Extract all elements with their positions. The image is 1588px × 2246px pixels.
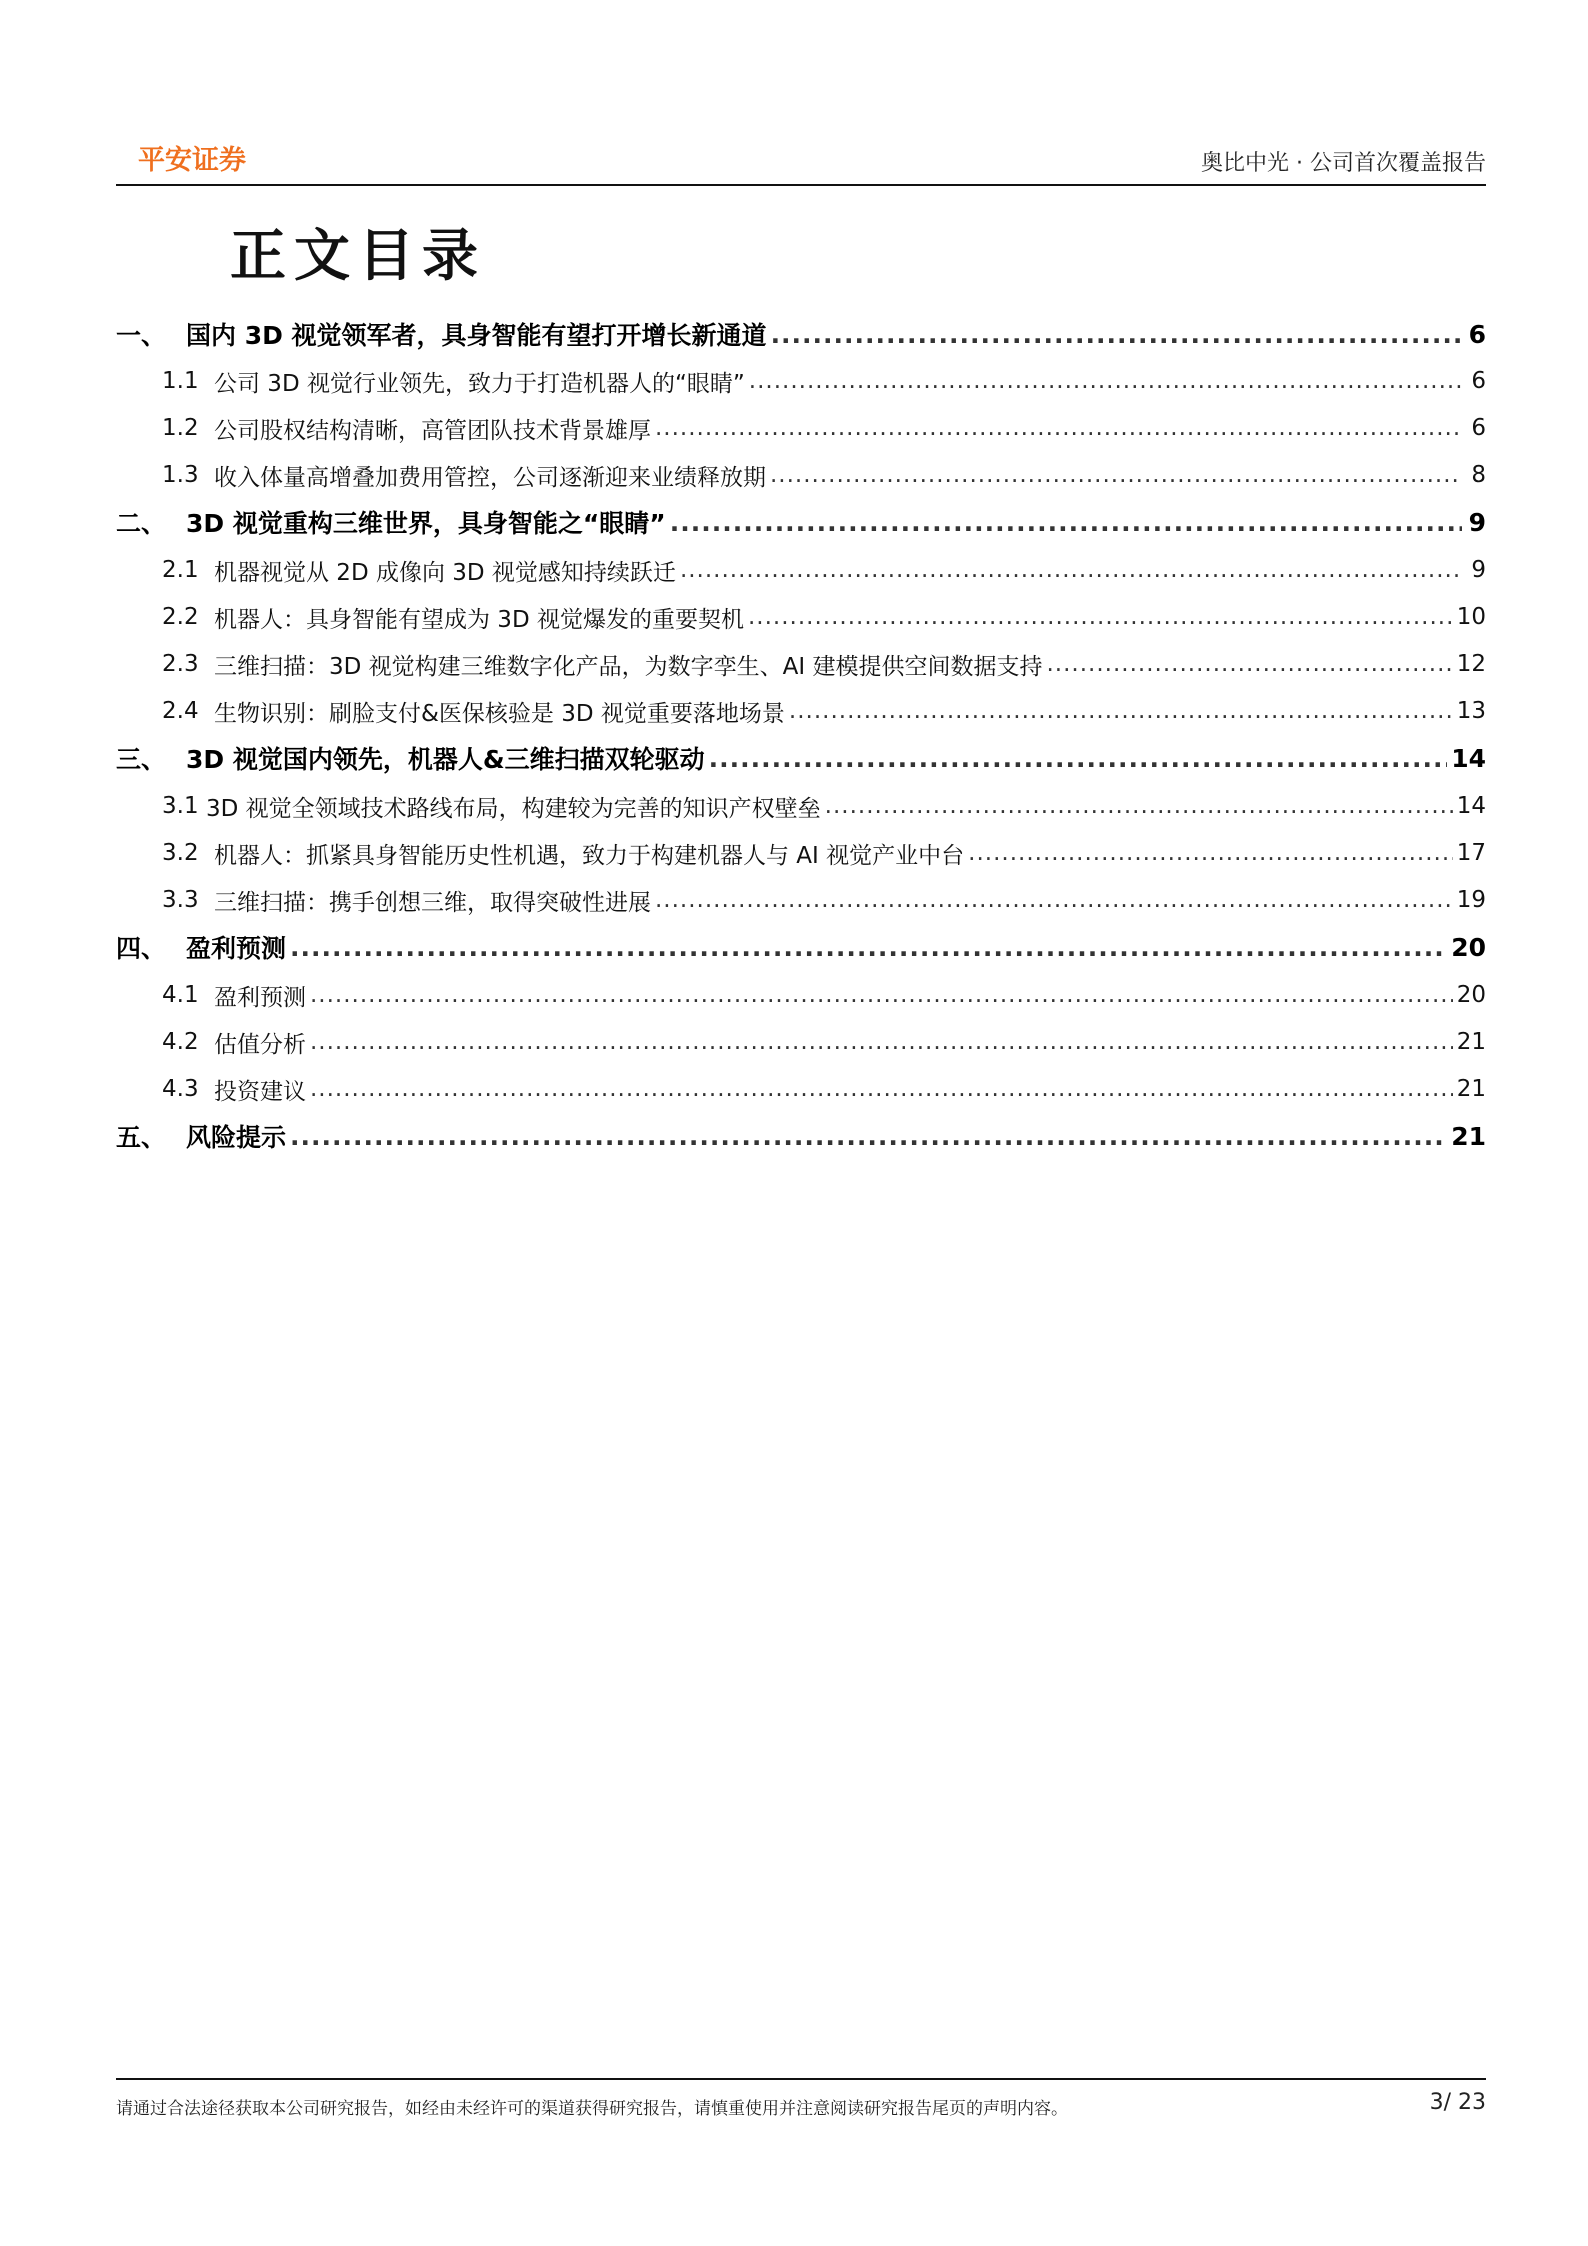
dot-leader [709,744,1448,773]
page-header [116,138,1486,184]
toc-entry-page: 13 [1456,698,1486,724]
toc-entry-number: 2.1 [162,557,199,583]
toc-entry-page: 21 [1451,1121,1486,1151]
toc-entry-number: 五、 [116,1123,167,1152]
toc-entry-4[interactable] [116,927,1486,967]
report-name: 奥比中光 · 公司首次覆盖报告 [1201,151,1486,176]
toc-entry-text: 投资建议 [214,1078,306,1105]
toc-entry-text: 机器人：抓紧具身智能历史性机遇，致力于构建机器人与 AI 视觉产业中台 [214,842,965,869]
toc-entry-number: 3.3 [162,887,199,913]
dot-leader [290,933,1447,962]
toc-entry-3[interactable] [116,738,1486,778]
toc-entry-page: 6 [1471,368,1486,394]
toc-entry-page: 21 [1456,1076,1486,1102]
toc-entry-1[interactable] [116,314,1486,354]
toc-entry-4-2[interactable] [116,1022,1486,1062]
dot-leader [1046,651,1452,677]
toc-entry-2-4[interactable] [116,691,1486,731]
toc-entry-page: 21 [1456,1029,1486,1055]
toc-entry-text: 机器视觉从 2D 成像向 3D 视觉感知持续跃迁 [214,559,676,586]
toc-entry-page: 6 [1471,415,1486,441]
toc-entry-number: 三、 [116,745,167,774]
toc-entry-text: 生物识别：刷脸支付&医保核验是 3D 视觉重要落地场景 [214,700,785,727]
dot-leader [825,793,1453,819]
toc-entry-page: 20 [1456,982,1486,1008]
toc-entry-2-1[interactable] [116,550,1486,590]
toc-entry-text: 三维扫描：携手创想三维，取得突破性进展 [214,889,651,916]
toc-entry-text: 3D 视觉重构三维世界，具身智能之“眼睛” [186,509,666,538]
toc-entry-number: 2.3 [162,651,199,677]
dot-leader [310,982,1453,1008]
toc-entry-text: 3D 视觉国内领先，机器人&三维扫描双轮驱动 [186,745,705,774]
header-divider [116,184,1486,186]
dot-leader [968,840,1453,866]
toc-entry-page: 19 [1456,887,1486,913]
toc-entry-4-1[interactable] [116,975,1486,1015]
toc-entry-3-2[interactable] [116,833,1486,873]
toc-entry-text: 三维扫描：3D 视觉构建三维数字化产品，为数字孪生、AI 建模提供空间数据支持 [214,653,1043,680]
toc-entry-number: 四、 [116,934,167,963]
toc-entry-number: 3.1 [162,793,199,819]
toc-entry-text: 机器人：具身智能有望成为 3D 视觉爆发的重要契机 [214,606,744,633]
toc-entry-text: 收入体量高增叠加费用管控，公司逐渐迎来业绩释放期 [214,464,766,491]
toc-entry-page: 14 [1456,793,1486,819]
toc-entry-page: 20 [1451,932,1486,962]
toc-entry-1-3[interactable] [116,455,1486,495]
toc-entry-3-1[interactable] [116,786,1486,826]
toc-entry-number: 4.3 [162,1076,199,1102]
toc-entry-number: 1.1 [162,368,199,394]
toc-entry-page: 14 [1451,743,1486,773]
disclaimer-text: 请通过合法途径获取本公司研究报告，如经由未经许可的渠道获得研究报告，请慎重使用并注意阅读研究报告尾页的声明内容。 [116,2099,1068,2119]
toc-entry-number: 1.3 [162,462,199,488]
toc-entry-page: 12 [1456,651,1486,677]
dot-leader [680,557,1462,583]
toc-entry-1-1[interactable] [116,361,1486,401]
toc-entry-text: 盈利预测 [214,984,306,1011]
dot-leader [310,1029,1453,1055]
toc-entry-number: 一、 [116,321,167,350]
toc-entry-text: 3D 视觉全领域技术路线布局，构建较为完善的知识产权壁垒 [206,795,821,822]
toc-entry-number: 二、 [116,509,167,538]
toc-entry-number: 4.1 [162,982,199,1008]
page-number: 3/ 23 [1429,2090,1486,2115]
toc-entry-number: 2.4 [162,698,199,724]
toc-title: 正文目录 [230,224,486,289]
toc-entry-number: 3.2 [162,840,199,866]
toc-entry-number: 2.2 [162,604,199,630]
dot-leader [748,604,1453,630]
dot-leader [290,1122,1447,1151]
dot-leader [655,415,1462,441]
toc-entry-1-2[interactable] [116,408,1486,448]
company-logo: 平安证券 [138,145,246,176]
page-footer [116,2088,1486,2124]
dot-leader [655,887,1453,913]
dot-leader [770,462,1462,488]
toc-entry-2-3[interactable] [116,644,1486,684]
toc-entry-page: 9 [1468,507,1486,537]
toc-entry-page: 9 [1471,557,1486,583]
dot-leader [771,320,1462,349]
dot-leader [789,698,1453,724]
toc-entry-4-3[interactable] [116,1069,1486,1109]
toc-entry-text: 盈利预测 [186,934,287,963]
toc-entry-text: 公司 3D 视觉行业领先，致力于打造机器人的“眼睛” [214,370,745,397]
toc-entry-2[interactable] [116,502,1486,542]
toc-entry-page: 17 [1456,840,1486,866]
toc-entry-3-3[interactable] [116,880,1486,920]
dot-leader [670,508,1462,537]
dot-leader [749,368,1462,394]
toc-entry-text: 风险提示 [186,1123,287,1152]
dot-leader [310,1076,1453,1102]
toc-entry-text: 估值分析 [214,1031,306,1058]
toc-entry-number: 1.2 [162,415,199,441]
toc-entry-number: 4.2 [162,1029,199,1055]
toc-entry-page: 6 [1468,319,1486,349]
footer-divider [116,2078,1486,2080]
toc-entry-page: 8 [1471,462,1486,488]
toc-entry-text: 国内 3D 视觉领军者，具身智能有望打开增长新通道 [186,321,767,350]
toc-entry-text: 公司股权结构清晰，高管团队技术背景雄厚 [214,417,651,444]
toc-entry-5[interactable] [116,1116,1486,1156]
toc-entry-page: 10 [1456,604,1486,630]
toc-entry-2-2[interactable] [116,597,1486,637]
